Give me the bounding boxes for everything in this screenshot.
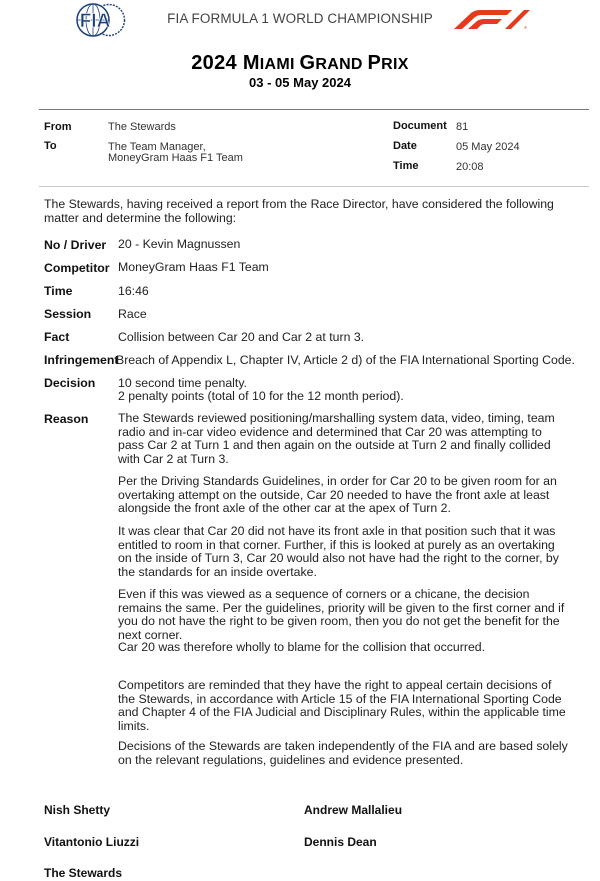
document-value: 81: [456, 121, 469, 133]
time-value-details: 16:46: [118, 284, 149, 298]
driver-label: No / Driver: [44, 238, 107, 252]
reason-paragraph: Car 20 was therefore wholly to blame for the collision that occurred.: [118, 640, 486, 654]
event-title: [0, 52, 600, 75]
reason-label: Reason: [44, 412, 89, 426]
championship-title: FIA FORMULA 1 WORLD CHAMPIONSHIP: [167, 11, 433, 26]
driver-value: 20 - Kevin Magnussen: [118, 237, 241, 251]
steward-name: Andrew Mallalieu: [304, 803, 403, 817]
independence-notice: Decisions of the Stewards are taken independently of the FIA and are based solely on the relevant regulations, guidelines and evidence presented.: [118, 739, 568, 767]
decision-label: Decision: [44, 376, 96, 390]
decision-line1: 10 second time penalty.: [118, 376, 247, 390]
fact-value: Collision between Car 20 and Car 2 at turn 3.: [118, 330, 365, 344]
event-title-word: G: [299, 52, 316, 74]
steward-name: Dennis Dean: [304, 835, 377, 849]
event-title-word: M: [242, 52, 260, 74]
date-label: Date: [393, 140, 417, 152]
divider-top: [39, 109, 589, 110]
event-title-word: P: [367, 52, 382, 74]
to-label: To: [44, 140, 57, 152]
event-dates: 03 - 05 May 2024: [249, 75, 351, 90]
to-value-line1: The Team Manager,: [108, 141, 206, 153]
f1-logo: [450, 8, 530, 30]
session-label: Session: [44, 307, 92, 321]
time-label: Time: [393, 160, 419, 172]
appeal-notice: Competitors are reminded that they have the right to appeal certain decisions of the Stewards, in accordance with Article 15 of the FIA International Sporting Code and Chapter 4 of the FIA Judicial and Disciplinary Rules, within the applicable time limits.: [118, 678, 566, 733]
time-value: 20:08: [456, 161, 484, 173]
competitor-value: MoneyGram Haas F1 Team: [118, 260, 269, 274]
event-title-word: RIX: [381, 56, 409, 73]
document-label: Document: [393, 120, 447, 132]
divider-bottom: [39, 186, 589, 187]
intro-text: The Stewards, having received a report from the Race Director, have considered the following matter and determine the following:: [44, 197, 554, 225]
reason-paragraph: Per the Driving Standards Guidelines, in order for Car 20 to be given room for an overtaking attempt on the outside, Car 20 needed to have the front axle at least alongside the front axle of the other car at the apex of Turn 2.: [118, 474, 557, 515]
infringement-value: Breach of Appendix L, Chapter IV, Article 2 d) of the FIA International Sporting Code.: [116, 353, 575, 367]
date-value: 05 May 2024: [456, 141, 520, 153]
decision-line2: 2 penalty points (total of 10 for the 12 month period).: [118, 389, 404, 403]
competitor-label: Competitor: [44, 261, 110, 275]
to-value-line2: MoneyGram Haas F1 Team: [108, 152, 243, 164]
event-title-year: 2024: [191, 52, 243, 74]
steward-name: Vitantonio Liuzzi: [44, 835, 140, 849]
from-value: The Stewards: [108, 121, 176, 133]
reason-paragraph: Even if this was viewed as a sequence of corners or a chicane, the decision remains the same. Per the guidelines, priority will be given to the first corner and if you do not have the right to be given room, then you do not get the benefit for the next corner.: [118, 587, 565, 642]
reason-paragraph: The Stewards reviewed positioning/marshalling system data, video, timing, team radio and in-car video evidence and determined that Car 20 was attempting to pass Car 2 at Turn 1 and then again on the outside at Turn 2 and finally collided with Car 2 at Turn 3.: [118, 411, 555, 466]
stewards-footer: The Stewards: [44, 866, 123, 880]
svg-text:®: ®: [524, 25, 527, 30]
steward-name: Nish Shetty: [44, 803, 111, 817]
fact-label: Fact: [44, 330, 70, 344]
from-label: From: [44, 121, 72, 133]
event-title-word: IAMI: [259, 56, 300, 73]
session-value: Race: [118, 307, 147, 321]
infringement-label: Infringement: [44, 353, 119, 367]
reason-paragraph: It was clear that Car 20 did not have its front axle in that position such that it was entitled to room in that corner. Further, if this is looked at purely as an overtaking on the inside of Turn 3, Car 20 would also not have had the right to the corner, by the standards for an inside overtake.: [118, 524, 559, 579]
time-label-details: Time: [44, 284, 73, 298]
event-title-word: RAND: [315, 56, 368, 73]
fia-logo-text: FIA: [79, 11, 111, 32]
